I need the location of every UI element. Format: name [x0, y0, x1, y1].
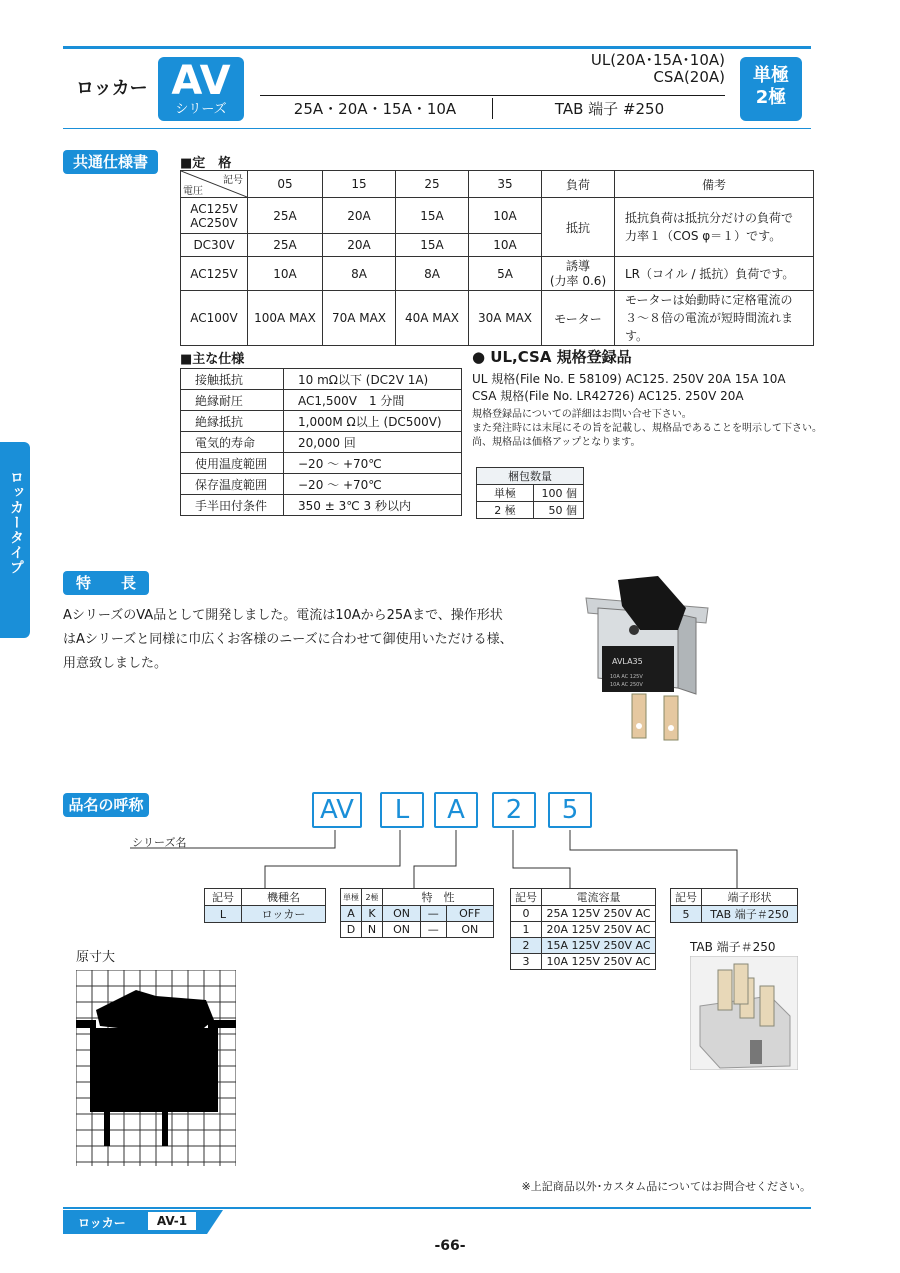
approval-csa: CSA(20A) [653, 68, 725, 86]
section-naming: 品名の呼称 [63, 793, 149, 817]
pole-single: 単極 [753, 65, 789, 86]
footer-rule [63, 1207, 811, 1209]
corner-top: 記号 [223, 175, 243, 186]
tab-terminal-caption: TAB 端子＃250 [690, 940, 776, 954]
rating-value: 5A [469, 257, 542, 291]
code-box-char: A [434, 792, 478, 828]
model-name: ロッカー [242, 906, 326, 923]
spec-value: −20 ～ +70℃ [284, 453, 462, 474]
rating-value: 40A MAX [396, 291, 469, 346]
feature-line: はAシリーズと同様に巾広くお客様のニーズに合わせて御使用いただける様、 [63, 632, 513, 647]
spec-key: 絶縁耐圧 [181, 390, 284, 411]
code-header: 35 [469, 171, 542, 198]
corner-bottom: 電圧 [183, 186, 203, 197]
char-cell: A [341, 906, 362, 922]
rating-value: 20A [323, 198, 396, 234]
terminal-type: TAB 端子 #250 [492, 98, 726, 119]
section-features: 特 長 [63, 571, 149, 595]
pole-double: 2極 [755, 87, 787, 108]
rating-value: 15A [396, 234, 469, 257]
approval-ul: UL(20A･15A･10A) [590, 51, 725, 69]
rating-value: 25A [248, 198, 323, 234]
pack-value: 100 個 [534, 485, 584, 502]
actual-size-drawing [76, 970, 236, 1166]
char-cell: — [421, 922, 447, 938]
spec-key: 接触抵抗 [181, 369, 284, 390]
spec-value: 350 ± 3℃ 3 秒以内 [284, 495, 462, 516]
spec-key: 電気的寿命 [181, 432, 284, 453]
load-motor: モーター [542, 291, 615, 346]
char-cell: — [421, 906, 447, 922]
char-cell: D [341, 922, 362, 938]
category-title: ロッカー [76, 78, 148, 99]
main-spec-title: ■主な仕様 [180, 352, 245, 367]
csa-line: CSA 規格(File No. LR42726) AC125. 250V 20A [472, 389, 744, 403]
code-header: 25 [396, 171, 469, 198]
spec-key: 保存温度範囲 [181, 474, 284, 495]
current-code: 0 [511, 906, 542, 922]
footer-category: ロッカー [78, 1216, 126, 1230]
ul-csa-title: ● UL,CSA 規格登録品 [472, 348, 632, 366]
pack-key: 2 極 [477, 502, 534, 519]
char-cell: ON [383, 906, 421, 922]
voltage-cell: AC100V [181, 291, 248, 346]
rating-value: 10A [469, 234, 542, 257]
terminal-table [670, 888, 798, 923]
remark-inductive: LR（コイル / 抵抗）負荷です。 [615, 257, 814, 291]
current-code: 2 [511, 938, 542, 954]
actual-size-label: 原寸大 [76, 950, 116, 965]
model-code: L [205, 906, 242, 923]
packing-header: 梱包数量 [477, 468, 584, 485]
tab-terminal-photo [690, 956, 798, 1070]
footer-code: AV-1 [148, 1212, 196, 1230]
code-box-series: AV [312, 792, 362, 828]
model-h2: 機種名 [242, 889, 326, 906]
rating-value: 25A [248, 234, 323, 257]
spec-key: 絶縁抵抗 [181, 411, 284, 432]
rating-value: 10A [248, 257, 323, 291]
rating-value: 30A MAX [469, 291, 542, 346]
char-cell: ON [446, 922, 493, 938]
current-table [510, 888, 656, 970]
rating-value: 70A MAX [323, 291, 396, 346]
rating-title: ■定 格 [180, 156, 232, 171]
term-h2: 端子形状 [702, 889, 798, 906]
spec-value: AC1,500V 1 分間 [284, 390, 462, 411]
current-value: 10A 125V 250V AC [542, 954, 656, 970]
code-box-current: 2 [492, 792, 536, 828]
spec-value: 10 mΩ以下 (DC2V 1A) [284, 369, 462, 390]
remarks-header: 備考 [615, 171, 814, 198]
photo-marking: 10A AC 250V [610, 682, 643, 688]
current-value: 20A 125V 250V AC [542, 922, 656, 938]
remark-resistive: 抵抗負荷は抵抗分だけの負荷で 力率１（COS φ＝１）です。 [615, 198, 814, 257]
load-resistive: 抵抗 [542, 198, 615, 257]
term-h1: 記号 [671, 889, 702, 906]
note-line: 尚、規格品は価格アップとなります。 [472, 437, 641, 448]
voltage-cell: AC125V [181, 257, 248, 291]
note-line: 規格登録品についての詳細はお問い合せ下さい。 [472, 409, 692, 420]
rating-value: 8A [323, 257, 396, 291]
ul-line: UL 規格(File No. E 58109) AC125. 250V 20A 15A 10A [472, 372, 786, 386]
rating-value: 20A [323, 234, 396, 257]
ratings-summary: 25A・20A・15A・10A [293, 100, 457, 118]
spec-value: −20 ～ +70℃ [284, 474, 462, 495]
char-cell: N [362, 922, 383, 938]
spec-key: 使用温度範囲 [181, 453, 284, 474]
code-header: 05 [248, 171, 323, 198]
side-tab-label: ロッカータイプ [8, 470, 24, 575]
spec-key: 手半田付条件 [181, 495, 284, 516]
char-cell: ON [383, 922, 421, 938]
rating-value: 10A [469, 198, 542, 234]
voltage-cell: AC125V AC250V [181, 198, 248, 234]
model-h1: 記号 [205, 889, 242, 906]
note-line: また発注時には末尾にその旨を記載し、規格品であることを明示して下さい。 [472, 423, 822, 434]
remark-motor: モーターは始動時に定格電流の ３～８倍の電流が短時間流れます。 [615, 291, 814, 346]
current-value: 25A 125V 250V AC [542, 906, 656, 922]
feature-line: AシリーズのVA品として開発しました。電流は10Aから25Aまで、操作形状 [63, 608, 503, 623]
code-header: 15 [323, 171, 396, 198]
pack-key: 単極 [477, 485, 534, 502]
current-h1: 記号 [511, 889, 542, 906]
series-name-label: シリーズ名 [132, 836, 187, 849]
code-box-terminal: 5 [548, 792, 592, 828]
feature-line: 用意致しました。 [63, 656, 168, 671]
char-cell: K [362, 906, 383, 922]
rating-value: 8A [396, 257, 469, 291]
current-code: 3 [511, 954, 542, 970]
pack-value: 50 個 [534, 502, 584, 519]
spec-value: 1,000M Ω以上 (DC500V) [284, 411, 462, 432]
rating-value: 15A [396, 198, 469, 234]
current-code: 1 [511, 922, 542, 938]
char-table [340, 888, 494, 938]
load-header: 負荷 [542, 171, 615, 198]
footer-note: ※上記商品以外･カスタム品についてはお問合せください。 [521, 1180, 811, 1193]
series-code: AV [171, 58, 231, 104]
spec-value: 20,000 回 [284, 432, 462, 453]
current-value: 15A 125V 250V AC [542, 938, 656, 954]
photo-marking: AVLA35 [612, 657, 643, 666]
page-number: -66- [434, 1238, 466, 1254]
char-h3: 特 性 [383, 889, 494, 906]
char-h2: 2極 [362, 889, 383, 906]
rating-value: 100A MAX [248, 291, 323, 346]
load-inductive: 誘導 (力率 0.6) [542, 257, 615, 291]
photo-marking: 10A AC 125V [610, 674, 643, 680]
series-label: シリーズ [175, 102, 227, 117]
char-h1: 単極 [341, 889, 362, 906]
char-cell: OFF [446, 906, 493, 922]
section-common-spec: 共通仕様書 [63, 150, 158, 174]
code-box-model: L [380, 792, 424, 828]
term-name: TAB 端子＃250 [702, 906, 798, 923]
model-table [204, 888, 326, 923]
term-code: 5 [671, 906, 702, 923]
current-h2: 電流容量 [542, 889, 656, 906]
voltage-cell: DC30V [181, 234, 248, 257]
